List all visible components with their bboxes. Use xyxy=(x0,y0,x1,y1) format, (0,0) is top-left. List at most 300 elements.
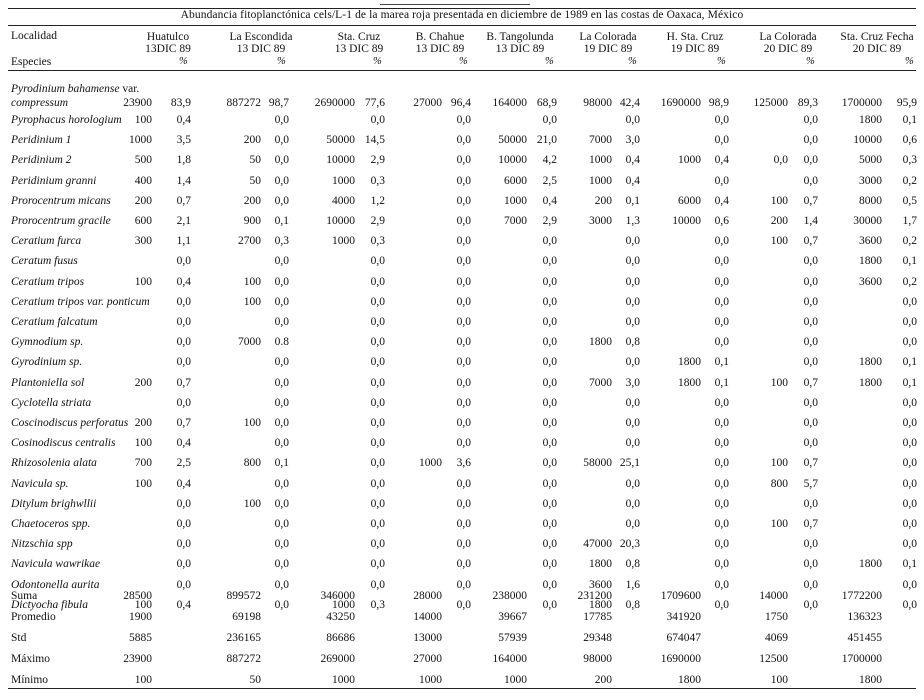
table-row xyxy=(0,154,924,171)
stat-row xyxy=(0,632,924,649)
percent-value: 0,0 xyxy=(714,558,729,571)
percent-value: 0,1 xyxy=(274,215,289,227)
column-header-date: 19 DIC 89 xyxy=(670,43,720,55)
percent-value: 0,0 xyxy=(542,235,557,248)
percent-value: 0,0 xyxy=(274,255,289,268)
stat-value: 238000 xyxy=(492,590,527,602)
percent-value: 0,0 xyxy=(803,134,818,147)
percent-value: 0,0 xyxy=(714,598,729,611)
species-name: Ditylum brighwllii xyxy=(11,497,97,510)
percent-value: 1,3 xyxy=(625,215,640,227)
abundance-value: 4000 xyxy=(332,194,355,207)
percent-value: 0,0 xyxy=(902,336,917,349)
abundance-value: 100 xyxy=(134,275,152,288)
abundance-value: 30000 xyxy=(853,215,882,227)
percent-value: 0,0 xyxy=(456,154,471,167)
percent-value: 0,2 xyxy=(902,275,917,288)
percent-value: 98,7 xyxy=(268,97,289,109)
percent-header: % xyxy=(373,56,382,67)
percent-value: 1,4 xyxy=(176,174,191,187)
percent-value: 3,5 xyxy=(176,134,191,147)
stat-value: 4069 xyxy=(765,632,788,644)
percent-value: 0,0 xyxy=(803,497,818,510)
abundance-value: 100 xyxy=(770,235,788,248)
abundance-value: 10000 xyxy=(498,154,527,167)
percent-value: 0,0 xyxy=(902,457,917,470)
table-row xyxy=(0,195,924,212)
species-name: Cyclotella striata xyxy=(11,396,92,409)
stat-value: 5885 xyxy=(129,632,152,644)
stat-value: 43250 xyxy=(326,611,355,623)
abundance-value: 1000 xyxy=(332,235,355,248)
percent-value: 0,0 xyxy=(625,497,640,510)
abundance-value: 10000 xyxy=(326,154,355,167)
percent-value: 2,1 xyxy=(176,215,191,227)
abundance-value: 125000 xyxy=(753,97,788,109)
percent-value: 0,4 xyxy=(176,477,191,490)
percent-value: 14,5 xyxy=(364,134,385,147)
percent-value: 2,9 xyxy=(370,215,385,227)
percent-value: 0,0 xyxy=(274,376,289,389)
percent-value: 0,0 xyxy=(274,194,289,207)
percent-value: 0,0 xyxy=(625,437,640,450)
abundance-value: 3000 xyxy=(589,215,612,227)
percent-value: 0,0 xyxy=(274,477,289,490)
percent-value: 0,0 xyxy=(370,457,385,470)
stat-value: 341920 xyxy=(666,611,701,623)
stat-value: 164000 xyxy=(492,653,527,665)
species-name: Peridinium 1 xyxy=(11,134,72,147)
percent-value: 0.8 xyxy=(274,336,289,349)
percent-value: 0,3 xyxy=(370,174,385,187)
percent-value: 0,0 xyxy=(714,538,729,551)
percent-value: 0,7 xyxy=(803,518,818,530)
percent-header: % xyxy=(806,56,815,67)
percent-value: 0,0 xyxy=(456,558,471,571)
stat-value: 1709600 xyxy=(660,590,701,602)
percent-value: 0,0 xyxy=(803,396,818,409)
column-header-name: La Escondida xyxy=(229,31,293,43)
percent-value: 0,0 xyxy=(714,295,729,308)
abundance-value: 50000 xyxy=(326,134,355,147)
table-row xyxy=(0,235,924,252)
percent-value: 2,9 xyxy=(542,215,557,227)
percent-value: 0,0 xyxy=(274,578,289,591)
percent-value: 0,0 xyxy=(803,356,818,369)
abundance-value: 1000 xyxy=(419,457,442,470)
percent-value: 0,0 xyxy=(714,457,729,470)
abundance-value: 164000 xyxy=(492,97,527,109)
percent-value: 25,1 xyxy=(619,457,640,470)
percent-value: 0,7 xyxy=(803,194,818,207)
species-name: Cosinodiscus centralis xyxy=(11,437,116,450)
abundance-value: 200 xyxy=(134,376,152,389)
stat-row xyxy=(0,611,924,628)
percent-value: 0,4 xyxy=(176,598,191,611)
stat-value: 14000 xyxy=(759,590,788,602)
abundance-value: 27000 xyxy=(413,97,442,109)
column-header xyxy=(206,31,316,55)
abundance-value: 900 xyxy=(243,215,261,227)
species-name: Peridinium granni xyxy=(11,174,97,187)
abundance-value: 800 xyxy=(770,477,788,490)
percent-value: 0,0 xyxy=(370,316,385,328)
percent-value: 0,0 xyxy=(456,518,471,530)
abundance-value: 1800 xyxy=(859,114,882,126)
column-header-date: 13 DIC 89 xyxy=(236,43,286,55)
abundance-value: 1800 xyxy=(589,558,612,571)
percent-value: 0,0 xyxy=(714,396,729,409)
table-row xyxy=(0,134,924,151)
abundance-value: 100 xyxy=(134,598,152,611)
abundance-value: 58000 xyxy=(583,457,612,470)
stat-value: 39667 xyxy=(498,611,527,623)
percent-value: 0,0 xyxy=(370,497,385,510)
percent-value: 0,0 xyxy=(803,538,818,551)
percent-value: 0,0 xyxy=(456,215,471,227)
percent-value: 0,2 xyxy=(902,174,917,187)
abundance-value: 1000 xyxy=(589,154,612,167)
percent-value: 0,0 xyxy=(456,356,471,369)
percent-value: 0,0 xyxy=(370,417,385,429)
percent-value: 0,0 xyxy=(542,417,557,429)
species-name: Ceratium furca xyxy=(11,235,82,248)
abundance-value: 10000 xyxy=(326,215,355,227)
percent-value: 0,0 xyxy=(625,235,640,248)
abundance-value: 400 xyxy=(134,174,152,187)
stat-value: 12500 xyxy=(759,653,788,665)
percent-value: 0,0 xyxy=(803,578,818,591)
percent-value: 0,0 xyxy=(274,417,289,429)
abundance-value: 1700000 xyxy=(841,97,882,109)
percent-value: 0,0 xyxy=(803,558,818,571)
percent-value: 0,0 xyxy=(370,477,385,490)
percent-value: 0,0 xyxy=(274,598,289,611)
percent-value: 0,0 xyxy=(625,316,640,328)
percent-value: 83,9 xyxy=(170,97,191,109)
percent-value: 0,1 xyxy=(902,376,917,389)
abundance-value: 47000 xyxy=(583,538,612,551)
percent-value: 20,3 xyxy=(619,538,640,551)
species-name: Peridinium 2 xyxy=(11,154,72,167)
abundance-value: 2700 xyxy=(238,235,261,248)
abundance-value: 300 xyxy=(134,235,152,248)
percent-value: 0,0 xyxy=(274,396,289,409)
abundance-value: 1000 xyxy=(678,154,701,167)
species-name: Gymnodium sp. xyxy=(11,336,84,349)
abundance-value: 200 xyxy=(243,134,261,147)
species-name: Navicula sp. xyxy=(11,477,69,490)
stat-value: 1800 xyxy=(678,674,701,686)
percent-value: 0,0 xyxy=(714,518,729,530)
stat-value: 14000 xyxy=(413,611,442,623)
percent-value: 0,0 xyxy=(902,598,917,611)
caption-rule xyxy=(8,25,916,26)
abundance-value: 23900 xyxy=(123,97,152,109)
percent-value: 0,0 xyxy=(714,174,729,187)
percent-value: 77,6 xyxy=(364,97,385,109)
percent-header: % xyxy=(179,56,188,67)
percent-value: 0,3 xyxy=(370,598,385,611)
abundance-value: 200 xyxy=(134,194,152,207)
abundance-value: 200 xyxy=(594,194,612,207)
abundance-value: 3600 xyxy=(589,578,612,591)
percent-value: 1,6 xyxy=(625,578,640,591)
percent-value: 0,4 xyxy=(625,154,640,167)
header-rule xyxy=(8,70,916,71)
percent-value: 3,0 xyxy=(625,134,640,147)
percent-value: 0,0 xyxy=(370,538,385,551)
stat-value: 236165 xyxy=(226,632,261,644)
percent-value: 0,0 xyxy=(714,235,729,248)
abundance-value: 6000 xyxy=(678,194,701,207)
percent-value: 0,0 xyxy=(370,578,385,591)
stat-value: 1772200 xyxy=(841,590,882,602)
percent-value: 0,4 xyxy=(176,275,191,288)
percent-value: 0,0 xyxy=(176,396,191,409)
percent-value: 0,0 xyxy=(803,275,818,288)
percent-value: 0,0 xyxy=(370,376,385,389)
percent-header: % xyxy=(717,56,726,67)
percent-header: % xyxy=(628,56,637,67)
percent-value: 0,0 xyxy=(176,538,191,551)
column-header-name: Sta. Cruz xyxy=(337,31,381,43)
abundance-value: 1800 xyxy=(678,376,701,389)
column-header-date: 19 DIC 89 xyxy=(583,43,633,55)
stat-value: 269000 xyxy=(320,653,355,665)
abundance-value: 8000 xyxy=(859,194,882,207)
species-name xyxy=(11,83,139,95)
localidad-label: Localidad xyxy=(11,30,57,42)
abundance-value: 0,0 xyxy=(773,154,788,167)
percent-value: 0,7 xyxy=(803,235,818,248)
percent-value: 0,3 xyxy=(902,154,917,167)
percent-value: 0,7 xyxy=(803,457,818,470)
table-row xyxy=(0,417,924,434)
species-name: Ceratium tripos xyxy=(11,275,85,288)
percent-value: 0,0 xyxy=(902,518,917,530)
percent-value: 0,0 xyxy=(456,134,471,147)
abundance-value: 100 xyxy=(770,518,788,530)
stat-value: 200 xyxy=(594,674,612,686)
species-name-var: var. xyxy=(119,83,140,95)
percent-value: 0,0 xyxy=(803,336,818,349)
percent-value: 0,0 xyxy=(542,376,557,389)
percent-value: 0,0 xyxy=(542,457,557,470)
stat-value: 231200 xyxy=(577,590,612,602)
species-name: Nitzschia spp xyxy=(11,538,73,551)
stat-value: 1700000 xyxy=(841,653,882,665)
percent-value: 0,0 xyxy=(456,295,471,308)
species-name: Odontonella aurita xyxy=(11,578,100,591)
percent-value: 2,9 xyxy=(370,154,385,167)
stat-value: 1000 xyxy=(504,674,527,686)
percent-value: 0,0 xyxy=(176,295,191,308)
abundance-value: 1800 xyxy=(859,255,882,268)
abundance-value: 100 xyxy=(770,376,788,389)
percent-value: 21,0 xyxy=(536,134,557,147)
percent-value: 0,4 xyxy=(625,174,640,187)
column-header-name: B. Chahue xyxy=(415,31,465,43)
abundance-value: 3600 xyxy=(859,235,882,248)
column-header-name: La Colorada xyxy=(759,31,817,43)
percent-value: 0,0 xyxy=(370,558,385,571)
abundance-value: 100 xyxy=(134,114,152,126)
percent-value: 0,0 xyxy=(456,417,471,429)
percent-value: 0,0 xyxy=(803,598,818,611)
species-name: Dictyocha fibula xyxy=(11,598,88,611)
percent-value: 0,0 xyxy=(542,497,557,510)
stat-value: 1750 xyxy=(765,611,788,623)
species-name: Ceratium falcatum xyxy=(11,316,98,328)
percent-value: 0,0 xyxy=(274,538,289,551)
percent-value: 0,0 xyxy=(714,255,729,268)
percent-value: 0,0 xyxy=(902,437,917,450)
table-row xyxy=(0,336,924,353)
table-row xyxy=(0,377,924,394)
percent-value: 0,0 xyxy=(274,154,289,167)
table-row xyxy=(0,215,924,232)
percent-value: 0,0 xyxy=(625,417,640,429)
percent-value: 0,0 xyxy=(274,174,289,187)
abundance-value: 100 xyxy=(770,194,788,207)
percent-value: 2,5 xyxy=(176,457,191,470)
stat-value: 1900 xyxy=(129,611,152,623)
abundance-value: 200 xyxy=(243,194,261,207)
percent-value: 0,0 xyxy=(456,316,471,328)
percent-value: 0,0 xyxy=(542,316,557,328)
table-row xyxy=(0,478,924,495)
percent-value: 0,0 xyxy=(456,437,471,450)
stat-value: 23900 xyxy=(123,653,152,665)
percent-value: 0,0 xyxy=(625,518,640,530)
table-row xyxy=(0,97,924,114)
table-row xyxy=(0,276,924,293)
percent-value: 0,0 xyxy=(456,538,471,551)
abundance-value: 100 xyxy=(134,477,152,490)
table-row xyxy=(0,255,924,272)
percent-value: 0,1 xyxy=(714,356,729,369)
species-name: Chaetoceros spp. xyxy=(11,518,91,530)
percent-value: 1,8 xyxy=(176,154,191,167)
species-name: Prorocentrum micans xyxy=(11,194,111,207)
percent-value: 0,0 xyxy=(370,396,385,409)
percent-value: 0,4 xyxy=(542,194,557,207)
percent-value: 1,4 xyxy=(803,215,818,227)
abundance-value: 3600 xyxy=(859,275,882,288)
percent-value: 0,0 xyxy=(542,114,557,126)
abundance-value: 2690000 xyxy=(314,97,355,109)
abundance-value: 3000 xyxy=(859,174,882,187)
percent-value: 0,0 xyxy=(456,598,471,611)
percent-value: 0,0 xyxy=(803,417,818,429)
stat-value: 346000 xyxy=(320,590,355,602)
percent-value: 0,1 xyxy=(902,255,917,268)
species-name: Ceratum fusus xyxy=(11,255,78,268)
abundance-value: 1800 xyxy=(859,558,882,571)
percent-value: 0,7 xyxy=(176,417,191,429)
percent-value: 0,0 xyxy=(902,477,917,490)
percent-value: 0,0 xyxy=(456,396,471,409)
percent-value: 0,0 xyxy=(370,437,385,450)
percent-value: 0,4 xyxy=(714,154,729,167)
percent-value: 0,0 xyxy=(542,437,557,450)
percent-value: 0,0 xyxy=(625,396,640,409)
percent-value: 0,0 xyxy=(902,295,917,308)
abundance-value: 100 xyxy=(243,275,261,288)
column-header-name: B. Tangolunda xyxy=(486,31,554,43)
percent-value: 2,5 xyxy=(542,174,557,187)
stat-value: 28000 xyxy=(413,590,442,602)
stat-value: 1000 xyxy=(332,674,355,686)
percent-value: 0,0 xyxy=(456,194,471,207)
stat-value: 1000 xyxy=(419,674,442,686)
percent-value: 0,0 xyxy=(714,417,729,429)
percent-value: 0,6 xyxy=(714,215,729,227)
column-header-date: 20 DIC 89 xyxy=(852,43,902,55)
percent-value: 0,8 xyxy=(625,336,640,349)
percent-value: 0,0 xyxy=(370,114,385,126)
percent-value: 0,0 xyxy=(456,255,471,268)
table-row xyxy=(0,316,924,333)
percent-value: 0,0 xyxy=(176,356,191,369)
stat-value: 17785 xyxy=(583,611,612,623)
table-row xyxy=(0,538,924,555)
abundance-value: 200 xyxy=(134,417,152,429)
percent-value: 0,0 xyxy=(542,538,557,551)
stat-label: Promedio xyxy=(11,611,56,623)
percent-value: 0,0 xyxy=(176,336,191,349)
percent-value: 0,0 xyxy=(274,295,289,308)
table-row xyxy=(0,175,924,192)
percent-value: 3,6 xyxy=(456,457,471,470)
percent-header: % xyxy=(545,56,554,67)
column-header-name: H. Sta. Cruz xyxy=(666,31,724,43)
percent-value: 0,0 xyxy=(542,356,557,369)
percent-header: % xyxy=(277,56,286,67)
percent-value: 0,0 xyxy=(370,518,385,530)
abundance-value: 5000 xyxy=(859,154,882,167)
percent-header: % xyxy=(905,56,914,67)
percent-value: 0,0 xyxy=(456,376,471,389)
percent-value: 0,0 xyxy=(274,275,289,288)
percent-value: 0,0 xyxy=(456,477,471,490)
percent-value: 0,0 xyxy=(714,316,729,328)
percent-value: 1,1 xyxy=(176,235,191,248)
percent-value: 0,0 xyxy=(902,396,917,409)
species-name: Rhizosolenia alata xyxy=(11,457,97,470)
percent-value: 0,0 xyxy=(176,558,191,571)
stat-label: Máximo xyxy=(11,653,50,665)
percent-value: 0,0 xyxy=(803,255,818,268)
percent-value: 0,0 xyxy=(542,477,557,490)
percent-value: 0,0 xyxy=(714,437,729,450)
percent-value: 0,0 xyxy=(456,578,471,591)
percent-value: 0,8 xyxy=(625,598,640,611)
percent-value: 0,0 xyxy=(370,356,385,369)
stat-value: 86686 xyxy=(326,632,355,644)
especies-label: Especies xyxy=(11,56,52,68)
percent-value: 0,0 xyxy=(625,114,640,126)
table-caption: Abundancia fitoplanctónica cels/L-1 de la marea roja presentada en diciembre de 1989 en las costas de Oaxaca, México xyxy=(180,9,744,21)
bottom-rule xyxy=(8,688,916,689)
percent-value: 0,0 xyxy=(625,255,640,268)
column-header-date: 13 DIC 89 xyxy=(334,43,384,55)
percent-value: 0,0 xyxy=(542,295,557,308)
percent-value: 42,4 xyxy=(619,97,640,109)
abundance-value: 100 xyxy=(134,437,152,450)
clipped-heading-fragment xyxy=(380,0,530,5)
